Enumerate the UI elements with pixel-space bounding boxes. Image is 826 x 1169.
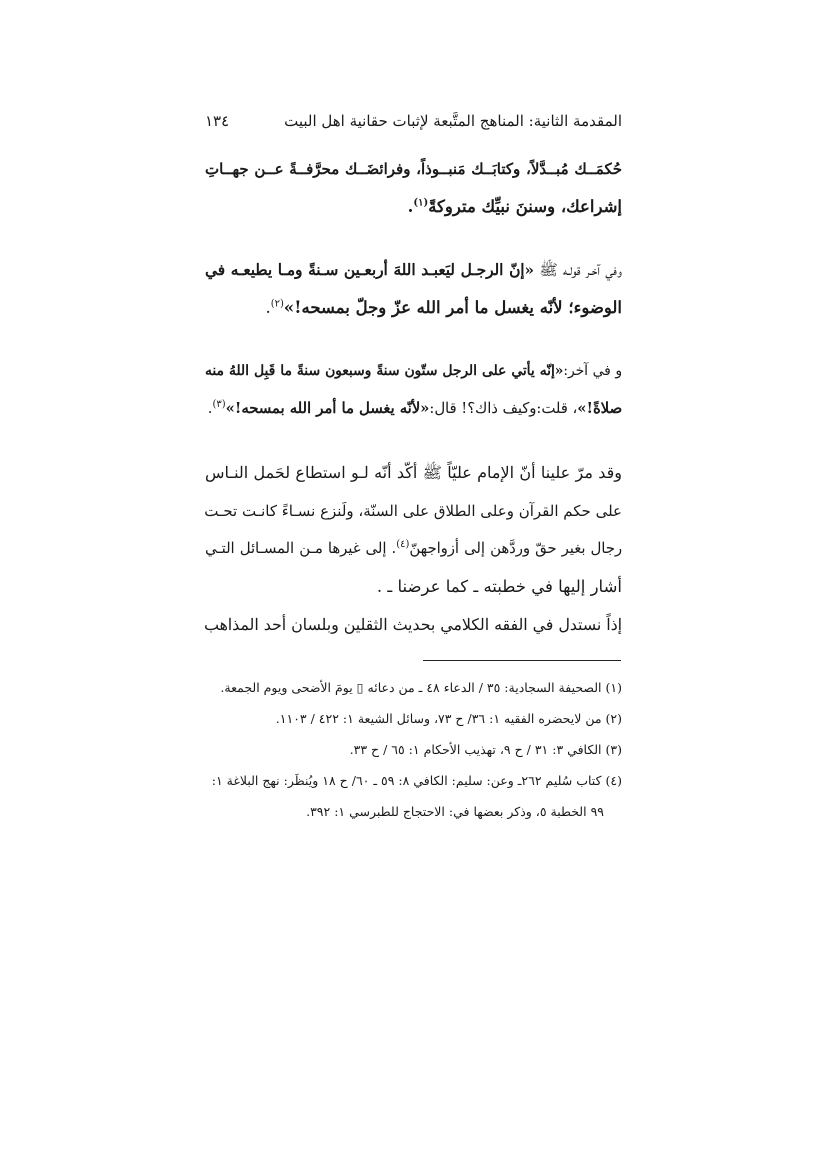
text-line: إشراعك، وسننَ نبيِّك متروكةً$^{(١)}$. [407,197,622,216]
footnote-4: (٤) كتاب سُليم ٢٦٢ـ وعن: سليم: الكافي ٨: ٥٩ ـ ٦٠/ ح ١٨ ويُنظَر: نهج البلاغة ١: [211,773,622,788]
paragraph-3 [205,352,622,428]
footnote-ref-1[interactable]: (١) [413,197,429,209]
chapter-title: المقدمة الثانية: المناهج المتَّبعة لإثبات حقانية اهل البيت [284,112,622,130]
running-header [205,108,622,134]
text-line: وفي آخـر قولـه ﷺ «إنّ الرجـل ليَعبـد اللهَ أربعـين سـنةً ومـا يطيعـه في [205,261,622,279]
text-line: صلاةً!»، قلت:وكيف ذاك؟! قال:«لأنّه يغسل ما أمر الله بمسحه!»$^{(٣)}$. [207,399,622,417]
main-text-block [205,150,622,644]
page-number: ١٣٤ [205,112,230,130]
paragraph-5 [205,606,622,644]
footnote-ref-4[interactable]: (٤) [396,539,410,551]
paragraph-1 [205,150,622,226]
paragraph-2 [205,251,622,327]
text-line: حُكمَــك مُبــدَّلاً، وكتابَــك مَنبــوذاً، وفرائضَــك محرَّفــةً عــن جهــاتِ [205,160,622,178]
paragraph-4 [205,454,622,606]
footnote-1: (١) الصحيفة السجادية: ٣٥ / الدعاء ٤٨ ـ من دعائه ▯ يومَ الأضحى ويوم الجمعة. [220,680,622,695]
text-line: أشار إليها في خطبته ـ كما عرضنا ـ . [376,577,622,596]
text-line: على حكم القرآن وعلى الطلاق على السنّة، ولَنزع نسـاءً كانـت تحـت [204,502,622,520]
text-line: رجال بغير حقّ وردَّهن إلى أزواجهنّ$^{(٤)}$. إلى غيرها مـن المسـائل التـي [205,539,622,557]
text-line: وقد مرّ علينا أنّ الإمام عليّاً ﷺ أكّد أنّه لـو استطاع لحَمل النـاس [205,463,622,482]
text-line: الوضوء؛ لأنّه يغسل ما أمر الله عزّ وجلّ بمسحه!»$^{(٢)}$. [265,298,622,317]
footnote-3: (٣) الكافي ٣: ٣١ / ح ٩، تهذيب الأحكام ١: ٦٥ / ح ٣٣. [349,742,622,757]
footnote-2: (٢) من لايحضره الفقيه ١: ٣٦/ ح ٧٣، وسائل الشيعة ١: ٤٢٢ / ١١٠٣. [275,711,622,726]
footnote-separator [423,660,621,661]
footnote-ref-2[interactable]: (٢) [270,298,284,310]
footnote-4-continued: ٩٩ الخطبة ٥، وذكر بعضها في: الاحتجاج للطبرسي ١: ٣٩٢. [306,804,604,819]
text-line: و في آخر:«إنّه يأتي على الرجل ستّون سنةً وسبعون سنةً ما قَبِل اللهُ منه [205,363,622,379]
footnote-ref-3[interactable]: (٣) [212,399,226,411]
text-line: إذاً نستدل في الفقه الكلامي بحديث الثقلين وبلسان أحد المذاهب [204,615,622,634]
footnotes-block [205,672,622,827]
